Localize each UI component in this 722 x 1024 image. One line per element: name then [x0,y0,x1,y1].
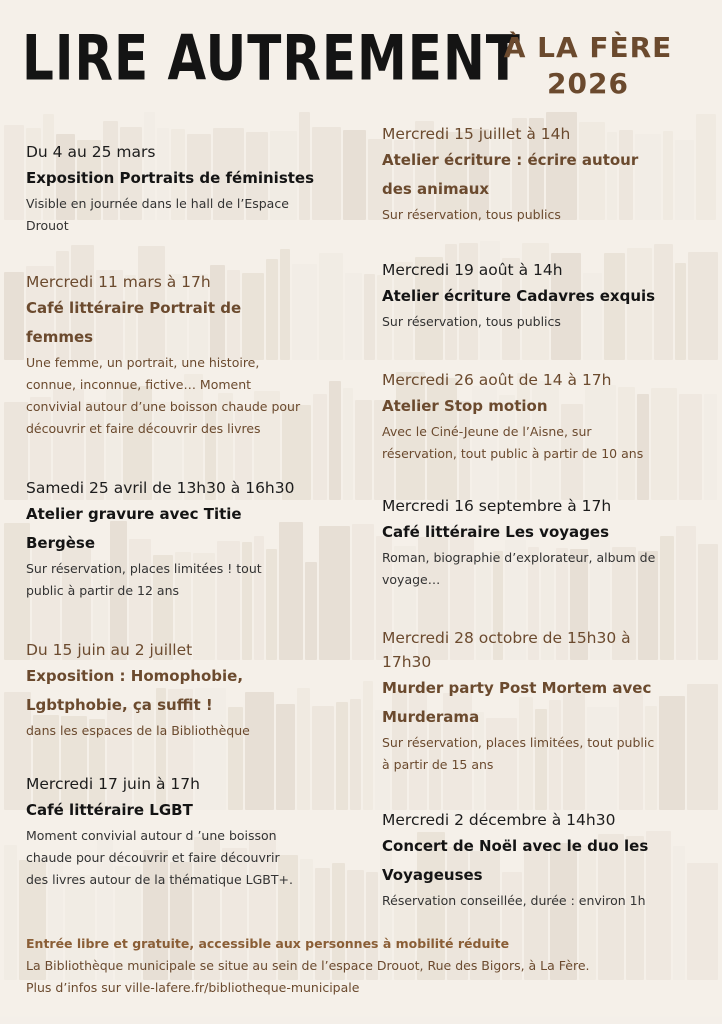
event-date: Du 15 juin au 2 juillet [26,641,193,659]
event-heading: Atelier gravure avec Titie [26,505,242,523]
event-heading: Murderama [382,708,480,726]
event-right-6 [382,808,712,912]
event-desc: connue, inconnue, fictive… Moment [26,377,252,392]
event-heading: Atelier écriture : écrire autour [382,151,639,169]
footer [26,933,706,999]
footer-access: Entrée libre et gratuite, accessible aux personnes à mobilité réduite [26,936,510,951]
event-date: Samedi 25 avril de 13h30 à 16h30 [26,479,295,497]
poster-year: 2026 [547,67,629,100]
event-date: Mercredi 2 décembre à 14h30 [382,811,616,829]
event-desc: Sur réservation, tous publics [382,207,561,222]
event-date: Mercredi 28 octobre de 15h30 à [382,629,631,647]
event-heading: Bergèse [26,534,96,552]
poster-subtitle [470,30,706,102]
event-heading: Atelier Stop motion [382,397,548,415]
event-heading: des animaux [382,180,490,198]
event-right-4 [382,494,712,591]
poster-title: LIRE AUTREMENT [22,22,521,95]
event-date: Mercredi 11 mars à 17h [26,273,211,291]
poster-place: À LA FÈRE [503,31,673,64]
event-desc: Avec le Ciné-Jeune de l’Aisne, sur [382,424,592,439]
event-desc: Visible en journée dans le hall de l’Espace [26,196,289,211]
event-desc: convivial autour d’une boisson chaude pour [26,399,301,414]
event-desc: des livres autour de la thématique LGBT+. [26,872,293,887]
event-desc: Une femme, un portrait, une histoire, [26,355,260,370]
event-right-2 [382,258,712,333]
event-desc: Roman, biographie d’explorateur, album de [382,550,656,565]
event-right-3 [382,368,712,465]
event-date: Mercredi 15 juillet à 14h [382,125,571,143]
event-heading: Concert de Noël avec le duo les [382,837,649,855]
event-date: Mercredi 26 août de 14 à 17h [382,371,612,389]
event-desc: voyage… [382,572,441,587]
event-heading: Atelier écriture Cadavres exquis [382,287,656,305]
event-desc: Drouot [26,218,69,233]
event-date: Mercredi 17 juin à 17h [26,775,200,793]
event-date: Mercredi 16 septembre à 17h [382,497,612,515]
event-left-2 [26,270,366,440]
footer-website[interactable]: Plus d’infos sur ville-lafere.fr/bibliotheque-municipale [26,980,360,995]
event-heading: Café littéraire LGBT [26,801,193,819]
footer-location: La Bibliothèque municipale se situe au sein de l’espace Drouot, Rue des Bigors, à La Fère. [26,958,590,973]
event-desc: Sur réservation, places limitées, tout public [382,735,655,750]
event-heading: femmes [26,328,94,346]
event-heading: Voyageuses [382,866,483,884]
event-heading: Lgbtphobie, ça suffit ! [26,696,213,714]
event-heading: Exposition Portraits de féministes [26,169,315,187]
event-desc: à partir de 15 ans [382,757,494,772]
event-desc: Moment convivial autour d ’une boisson [26,828,277,843]
event-date: 17h30 [382,653,432,671]
event-right-1 [382,122,712,226]
event-right-5 [382,626,712,776]
event-heading: Exposition : Homophobie, [26,667,244,685]
event-heading: Café littéraire Les voyages [382,523,610,541]
event-desc: public à partir de 12 ans [26,583,180,598]
event-desc: chaude pour découvrir et faire découvrir [26,850,280,865]
event-heading: Café littéraire Portrait de [26,299,242,317]
event-desc: dans les espaces de la Bibliothèque [26,723,250,738]
event-desc: découvrir et faire découvrir des livres [26,421,261,436]
event-desc: Réservation conseillée, durée : environ 1h [382,893,646,908]
event-desc: Sur réservation, places limitées ! tout [26,561,262,576]
event-desc: réservation, tout public à partir de 10 ans [382,446,644,461]
event-left-1 [26,140,366,237]
event-date: Mercredi 19 août à 14h [382,261,563,279]
event-left-5 [26,772,371,891]
event-heading: Murder party Post Mortem avec [382,679,652,697]
event-desc: Sur réservation, tous publics [382,314,561,329]
event-date: Du 4 au 25 mars [26,143,156,161]
event-left-4 [26,638,366,742]
event-left-3 [26,476,366,602]
